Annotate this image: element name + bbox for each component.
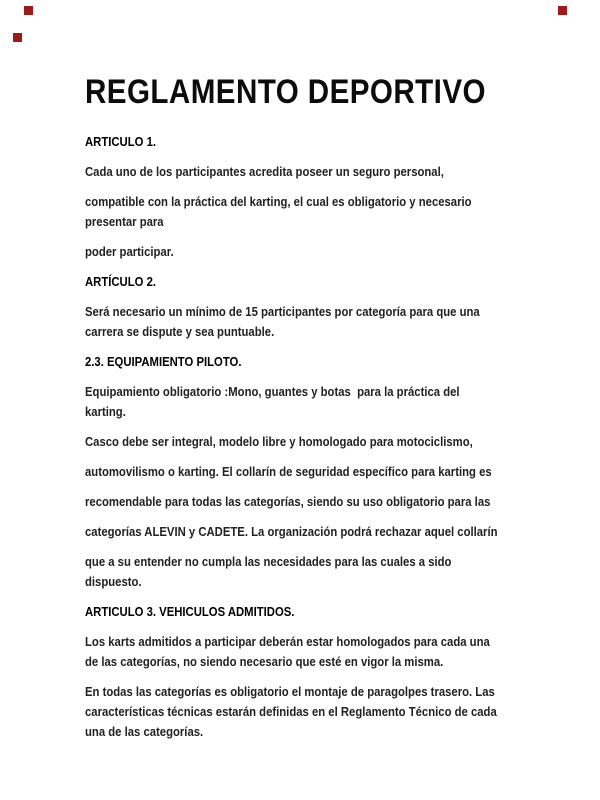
paragraph — [85, 522, 520, 542]
text-line: una de las categorías. — [85, 724, 204, 739]
paragraph — [85, 552, 520, 592]
heading-text: 2.3. EQUIPAMIENTO PILOTO. — [85, 354, 242, 369]
heading-text: ARTICULO 1. — [85, 134, 157, 149]
article-3-heading — [85, 602, 520, 622]
document-title: REGLAMENTO DEPORTIVO — [85, 73, 486, 111]
red-marker-left — [13, 33, 22, 42]
text-line: Cada uno de los participantes acredita poseer un seguro personal, — [85, 164, 444, 179]
text-line: categorías ALEVIN y CADETE. La organización podrá rechazar aquel collarín — [85, 524, 498, 539]
paragraph — [85, 302, 520, 342]
red-marker-top-left — [24, 6, 33, 15]
text-line: karting. — [85, 404, 126, 419]
text-line: Los karts admitidos a participar deberán estar homologados para cada una — [85, 634, 490, 649]
text-line: poder participar. — [85, 244, 174, 259]
section-2-3-heading — [85, 352, 520, 372]
text-line: compatible con la práctica del karting, el cual es obligatorio y necesario — [85, 194, 472, 209]
document-body — [85, 72, 520, 752]
text-line: En todas las categorías es obligatorio el montaje de paragolpes trasero. Las — [85, 684, 495, 699]
text-line: Casco debe ser integral, modelo libre y homologado para motociclismo, — [85, 434, 473, 449]
paragraph — [85, 432, 520, 452]
text-line: Será necesario un mínimo de 15 participantes por categoría para que una — [85, 304, 480, 319]
article-1-heading — [85, 132, 520, 152]
heading-text: ARTÍCULO 2. — [85, 274, 157, 289]
text-line: de las categorías, no siendo necesario que esté en vigor la misma. — [85, 654, 444, 669]
text-line: características técnicas estarán definidas en el Reglamento Técnico de cada — [85, 704, 497, 719]
text-line: carrera se dispute y sea puntuable. — [85, 324, 275, 339]
text-line: presentar para — [85, 214, 164, 229]
paragraph — [85, 682, 520, 742]
paragraph — [85, 162, 520, 182]
heading-text: ARTICULO 3. VEHICULOS ADMITIDOS. — [85, 604, 295, 619]
paragraph — [85, 462, 520, 482]
paragraph — [85, 492, 520, 512]
red-marker-top-right — [558, 6, 567, 15]
paragraph — [85, 242, 520, 262]
article-2-heading — [85, 272, 520, 292]
text-line: dispuesto. — [85, 574, 142, 589]
paragraph — [85, 632, 520, 672]
paragraph — [85, 382, 520, 422]
text-line: que a su entender no cumpla las necesidades para las cuales a sido — [85, 554, 452, 569]
text-line: recomendable para todas las categorías, siendo su uso obligatorio para las — [85, 494, 491, 509]
text-line: automovilismo o karting. El collarín de seguridad específico para karting es — [85, 464, 492, 479]
text-line: Equipamiento obligatorio :Mono, guantes y botas para la práctica del — [85, 384, 460, 399]
paragraph — [85, 192, 520, 232]
